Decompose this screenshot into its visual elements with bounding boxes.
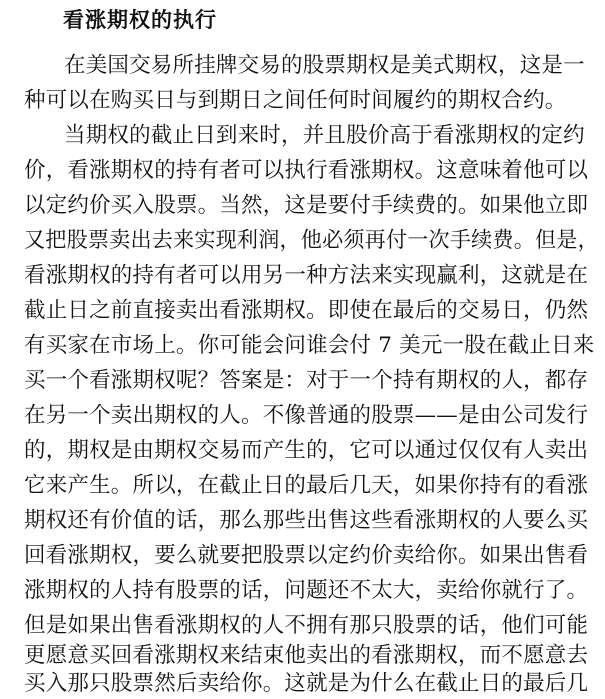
paragraph-2-line-7: 有买家在市场上。你可能会问谁会付 7 美元一股在截止日来 xyxy=(24,333,595,358)
paragraph-1-line-1: 在美国交易所挂牌交易的股票期权是美式期权，这是一 xyxy=(64,53,585,78)
paragraph-2-line-1: 当期权的截止日到来时，并且股价高于看涨期权的定约 xyxy=(64,123,585,148)
paragraph-2-line-6: 截止日之前直接卖出看涨期权。即使在最后的交易日，仍然 xyxy=(24,298,589,323)
paragraph-2-line-15: 但是如果出售看涨期权的人不拥有那只股票的话，他们可能 xyxy=(24,613,589,638)
paragraph-2-line-12: 期权还有价值的话，那么那些出售这些看涨期权的人要么买 xyxy=(24,508,589,533)
paragraph-2-line-13: 回看涨期权，要么就要把股票以定约价卖给你。如果出售看 xyxy=(24,543,589,568)
paragraph-2-line-8: 买一个看涨期权呢？答案是：对于一个持有期权的人，都存 xyxy=(24,368,589,393)
paragraph-2-line-5: 看涨期权的持有者可以用另一种方法来实现赢利，这就是在 xyxy=(24,263,589,288)
paragraph-2-line-3: 以定约价买入股票。当然，这是要付手续费的。如果他立即 xyxy=(24,193,589,218)
section-heading: 看涨期权的执行 xyxy=(63,8,217,32)
paragraph-2-line-2: 价，看涨期权的持有者可以执行看涨期权。这意味着他可以 xyxy=(24,158,589,183)
paragraph-2-line-4: 又把股票卖出去来实现利润，他必须再付一次手续费。但是， xyxy=(24,228,599,253)
paragraph-2-line-14: 涨期权的人持有股票的话，问题还不太大，卖给你就行了。 xyxy=(24,578,589,603)
paragraph-2-line-9: 在另一个卖出期权的人。不像普通的股票——是由公司发行 xyxy=(24,403,589,428)
paragraph-2-line-17: 买入那只股票然后卖给你。这就是为什么在截止日的最后几 xyxy=(24,671,589,696)
paragraph-2-line-11: 它来产生。所以，在截止日的最后几天，如果你持有的看涨 xyxy=(24,473,589,498)
paragraph-2-line-10: 的，期权是由期权交易而产生的，它可以通过仅仅有人卖出 xyxy=(24,438,589,463)
paragraph-2-line-16: 更愿意买回看涨期权来结束他卖出的看涨期权，而不愿意去 xyxy=(24,643,589,668)
paragraph-1-line-2: 种可以在购买日与到期日之间任何时间履约的期权合约。 xyxy=(24,88,567,113)
